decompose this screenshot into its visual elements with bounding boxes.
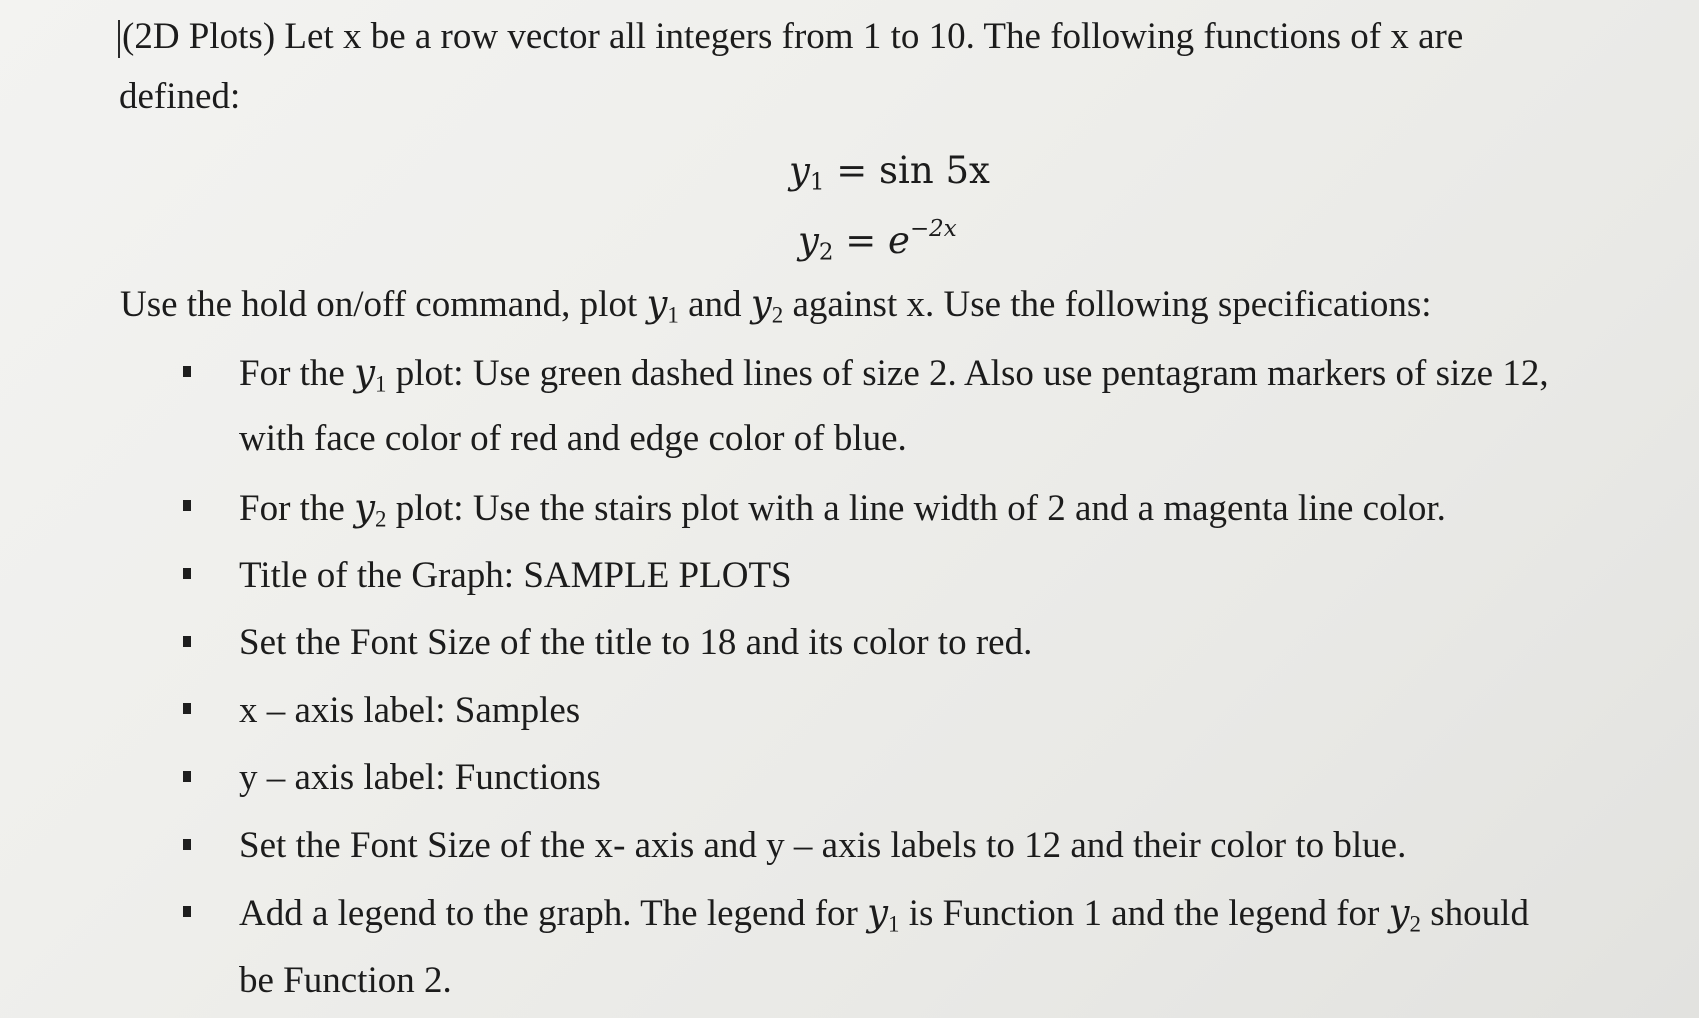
- eq2-exp: −2x: [909, 215, 957, 242]
- eq2-op: =: [845, 219, 877, 262]
- equation-y1: [789, 149, 990, 196]
- bullet-marker: [183, 366, 191, 377]
- spec-y1-plot-line2: with face color of red and edge color of blue.: [239, 418, 907, 459]
- spec-b2-pre: For the: [239, 488, 355, 529]
- instruction-part1: Use the hold on/off command, plot: [120, 284, 647, 325]
- spec-b8-sub1: 1: [888, 911, 900, 937]
- spec-b8-var1: y: [867, 891, 889, 934]
- eq2-base: e: [888, 219, 910, 262]
- spec-legend-line2: be Function 2.: [239, 960, 452, 1001]
- spec-b1-pre: For the: [239, 353, 355, 394]
- bullet-marker: [183, 636, 191, 647]
- bullet-marker: [183, 500, 191, 511]
- text-cursor: [118, 20, 120, 58]
- eq1-var: y: [789, 149, 810, 192]
- eq1-sub: 1: [809, 169, 825, 196]
- spec-ylabel: y – axis label: Functions: [239, 757, 601, 798]
- problem-intro-line1: (2D Plots) Let x be a row vector all integers from 1 to 10. The following functions of x are: [122, 16, 1464, 57]
- instruction-var1: y: [646, 282, 668, 325]
- instruction-var2: y: [750, 282, 772, 325]
- spec-b8-var2: y: [1388, 891, 1410, 934]
- spec-xlabel: x – axis label: Samples: [239, 690, 581, 731]
- spec-y1-plot-line1: [239, 351, 1549, 397]
- spec-b2-post: plot: Use the stairs plot with a line width of 2 and a magenta line color.: [386, 488, 1446, 529]
- spec-legend-line1: [239, 891, 1529, 937]
- spec-b1-var: y: [354, 351, 376, 394]
- bullet-marker: [183, 906, 191, 917]
- spec-b2-var: y: [354, 486, 376, 529]
- equation-y2: [798, 215, 957, 266]
- spec-b2-sub: 2: [375, 506, 387, 532]
- eq2-sub: 2: [818, 239, 834, 266]
- instruction-sub2: 2: [771, 302, 784, 328]
- spec-title-font: Set the Font Size of the title to 18 and its color to red.: [239, 622, 1033, 663]
- instruction-part3: against x. Use the following specifications:: [783, 284, 1432, 325]
- instruction-part2: and: [678, 284, 751, 325]
- bullet-marker: [183, 703, 191, 714]
- instruction-line: [120, 282, 1432, 328]
- spec-b8-post: should: [1421, 893, 1529, 934]
- eq1-rhs: sin 5x: [879, 149, 990, 192]
- spec-title: Title of the Graph: SAMPLE PLOTS: [239, 555, 792, 596]
- eq2-var: y: [798, 219, 819, 262]
- spec-b8-mid: is Function 1 and the legend for: [899, 893, 1389, 934]
- spec-b8-pre: Add a legend to the graph. The legend for: [239, 893, 868, 934]
- spec-label-font: Set the Font Size of the x- axis and y – axis labels to 12 and their color to blue.: [239, 825, 1407, 866]
- instruction-sub1: 1: [667, 302, 679, 328]
- spec-b1-sub: 1: [375, 371, 387, 397]
- bullet-marker: [183, 839, 191, 850]
- spec-b1-post: plot: Use green dashed lines of size 2. Also use pentagram markers of size 12,: [386, 353, 1549, 394]
- problem-intro-line2: defined:: [119, 76, 241, 117]
- bullet-marker: [183, 771, 191, 782]
- bullet-marker: [183, 568, 191, 579]
- spec-b8-sub2: 2: [1409, 911, 1422, 937]
- eq1-op: =: [836, 149, 868, 192]
- spec-y2-plot: [239, 486, 1446, 532]
